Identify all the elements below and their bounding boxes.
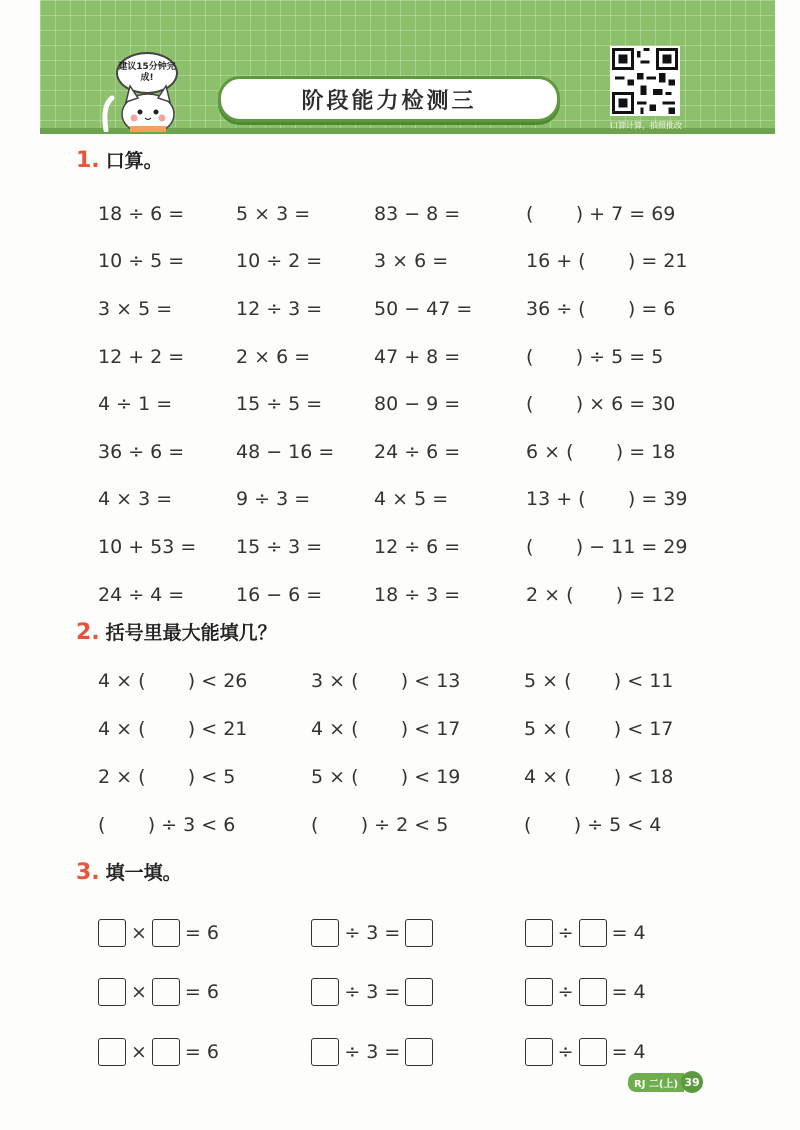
result: = 4: [611, 921, 646, 944]
op: ×: [131, 981, 147, 1004]
problem-row: [98, 380, 738, 428]
problem-cell[interactable]: 10 + 53 =: [98, 535, 197, 558]
result: = 6: [184, 981, 219, 1004]
cat-mascot-icon: [100, 76, 190, 132]
problem-cell[interactable]: ( ) × 6 = 30: [526, 393, 676, 416]
answer-box[interactable]: [98, 919, 126, 947]
problem-cell[interactable]: 16 − 6 =: [236, 583, 323, 606]
section-number: 3.: [76, 860, 100, 885]
problem-cell[interactable]: 24 ÷ 6 =: [374, 440, 461, 463]
answer-box[interactable]: [98, 1038, 126, 1066]
section-2-heading: [76, 618, 277, 645]
answer-box[interactable]: [311, 978, 339, 1006]
problem-cell[interactable]: 4 ÷ 1 =: [98, 393, 173, 416]
mul-equation: [98, 919, 311, 947]
problem-cell[interactable]: ( ) − 11 = 29: [526, 535, 688, 558]
problem-cell[interactable]: 6 × ( ) = 18: [526, 440, 676, 463]
problem-cell[interactable]: 18 ÷ 3 =: [374, 583, 461, 606]
op: ÷ 3 =: [344, 981, 401, 1004]
problem-row: [98, 285, 738, 333]
op: ×: [131, 1040, 147, 1063]
problem-row: [98, 476, 738, 524]
div3-equation: [311, 919, 524, 947]
problem-cell[interactable]: 24 ÷ 4 =: [98, 583, 185, 606]
problem-cell[interactable]: 2 × ( ) < 5: [98, 766, 236, 788]
op: ÷ 3 =: [344, 1040, 401, 1063]
div3-equation: [311, 978, 524, 1006]
problem-cell[interactable]: 18 ÷ 6 =: [98, 202, 185, 225]
problem-cell[interactable]: 48 − 16 =: [236, 440, 335, 463]
problem-cell[interactable]: 36 ÷ ( ) = 6: [526, 297, 676, 320]
problem-cell[interactable]: 5 × ( ) < 11: [524, 670, 674, 692]
problem-cell[interactable]: 2 × 6 =: [236, 345, 311, 368]
problem-cell[interactable]: ( ) ÷ 2 < 5: [311, 814, 449, 836]
answer-box[interactable]: [311, 919, 339, 947]
problem-cell[interactable]: 4 × ( ) < 17: [311, 718, 461, 740]
mental-math-grid: [98, 190, 738, 618]
problem-cell[interactable]: 4 × 5 =: [374, 488, 449, 511]
problem-row: [98, 801, 738, 849]
answer-box[interactable]: [405, 919, 433, 947]
problem-cell[interactable]: 50 − 47 =: [374, 297, 473, 320]
problem-cell[interactable]: 13 + ( ) = 39: [526, 488, 688, 511]
problem-cell[interactable]: 3 × 6 =: [374, 250, 449, 273]
answer-box[interactable]: [152, 1038, 180, 1066]
answer-box[interactable]: [579, 978, 607, 1006]
section-title: 括号里最大能填几？: [105, 622, 277, 644]
problem-cell[interactable]: ( ) ÷ 5 = 5: [526, 345, 664, 368]
problem-cell[interactable]: 4 × ( ) < 18: [524, 766, 674, 788]
problem-cell[interactable]: 4 × ( ) < 21: [98, 718, 248, 740]
answer-box[interactable]: [152, 919, 180, 947]
problem-row: [98, 705, 738, 753]
page-title: 阶段能力检测三: [301, 88, 477, 114]
problem-row: [98, 753, 738, 801]
problem-cell[interactable]: 12 ÷ 3 =: [236, 297, 323, 320]
answer-box[interactable]: [579, 1038, 607, 1066]
section-3-heading: [76, 858, 182, 885]
div3-equation: [311, 1038, 524, 1066]
problem-cell[interactable]: 83 − 8 =: [374, 202, 461, 225]
problem-row: [98, 523, 738, 571]
title-pill: [218, 76, 560, 122]
section-number: 2.: [76, 620, 100, 645]
section-title: 口算。: [105, 150, 163, 172]
answer-box[interactable]: [405, 1038, 433, 1066]
problem-row: [98, 428, 738, 476]
problem-row: [98, 571, 738, 619]
mul-equation: [98, 978, 311, 1006]
edition-tag: RJ 二(上): [628, 1073, 684, 1092]
problem-cell[interactable]: 3 × 5 =: [98, 297, 173, 320]
result: = 4: [611, 981, 646, 1004]
problem-cell[interactable]: 12 + 2 =: [98, 345, 185, 368]
op: ÷ 3 =: [344, 921, 401, 944]
time-suggestion-text: 建议15分钟完成!: [118, 62, 176, 83]
problem-cell[interactable]: 5 × ( ) < 19: [311, 766, 461, 788]
answer-box[interactable]: [525, 1038, 553, 1066]
problem-cell[interactable]: 4 × 3 =: [98, 488, 173, 511]
section-title: 填一填。: [105, 862, 182, 884]
result: = 4: [611, 1040, 646, 1063]
mul-equation: [98, 1038, 311, 1066]
problem-cell[interactable]: ( ) + 7 = 69: [526, 202, 676, 225]
answer-box[interactable]: [405, 978, 433, 1006]
problem-row: [98, 333, 738, 381]
problem-cell[interactable]: 15 ÷ 3 =: [236, 535, 323, 558]
problem-cell[interactable]: ( ) ÷ 5 < 4: [524, 814, 662, 836]
problem-cell[interactable]: 80 − 9 =: [374, 393, 461, 416]
div-equation: [525, 1038, 738, 1066]
answer-box[interactable]: [525, 919, 553, 947]
answer-box[interactable]: [152, 978, 180, 1006]
problem-cell[interactable]: 12 ÷ 6 =: [374, 535, 461, 558]
qr-caption: 口算计算，拍照批改: [610, 121, 682, 130]
problem-cell[interactable]: 10 ÷ 2 =: [236, 250, 323, 273]
section-number: 1.: [76, 148, 100, 173]
page-footer: [628, 1071, 703, 1093]
fill-boxes-grid: [98, 903, 738, 1082]
problem-cell[interactable]: 36 ÷ 6 =: [98, 440, 185, 463]
result: = 6: [184, 921, 219, 944]
problem-cell[interactable]: 4 × ( ) < 26: [98, 670, 248, 692]
problem-row: [98, 657, 738, 705]
problem-cell[interactable]: ( ) ÷ 3 < 6: [98, 814, 236, 836]
problem-cell[interactable]: 2 × ( ) = 12: [526, 583, 676, 606]
div-equation: [525, 919, 738, 947]
op: ×: [131, 921, 147, 944]
answer-box[interactable]: [525, 978, 553, 1006]
max-fill-grid: [98, 657, 738, 849]
qr-code-icon[interactable]: [610, 46, 680, 116]
op: ÷: [557, 981, 574, 1004]
problem-row: [98, 190, 738, 238]
problem-cell[interactable]: 3 × ( ) < 13: [311, 670, 461, 692]
answer-box[interactable]: [311, 1038, 339, 1066]
problem-cell[interactable]: 47 + 8 =: [374, 345, 461, 368]
problem-row: [98, 238, 738, 286]
op: ÷: [557, 921, 574, 944]
problem-cell[interactable]: 15 ÷ 5 =: [236, 393, 323, 416]
problem-cell[interactable]: 5 × 3 =: [236, 202, 311, 225]
problem-cell[interactable]: 10 ÷ 5 =: [98, 250, 185, 273]
problem-cell[interactable]: 9 ÷ 3 =: [236, 488, 311, 511]
op: ÷: [557, 1040, 574, 1063]
section-1-heading: [76, 146, 163, 173]
answer-box[interactable]: [98, 978, 126, 1006]
fill-row: [98, 963, 738, 1023]
problem-cell[interactable]: 5 × ( ) < 17: [524, 718, 674, 740]
problem-cell[interactable]: 16 + ( ) = 21: [526, 250, 688, 273]
answer-box[interactable]: [579, 919, 607, 947]
fill-row: [98, 903, 738, 963]
page-number: 39: [681, 1071, 703, 1093]
result: = 6: [184, 1040, 219, 1063]
div-equation: [525, 978, 738, 1006]
